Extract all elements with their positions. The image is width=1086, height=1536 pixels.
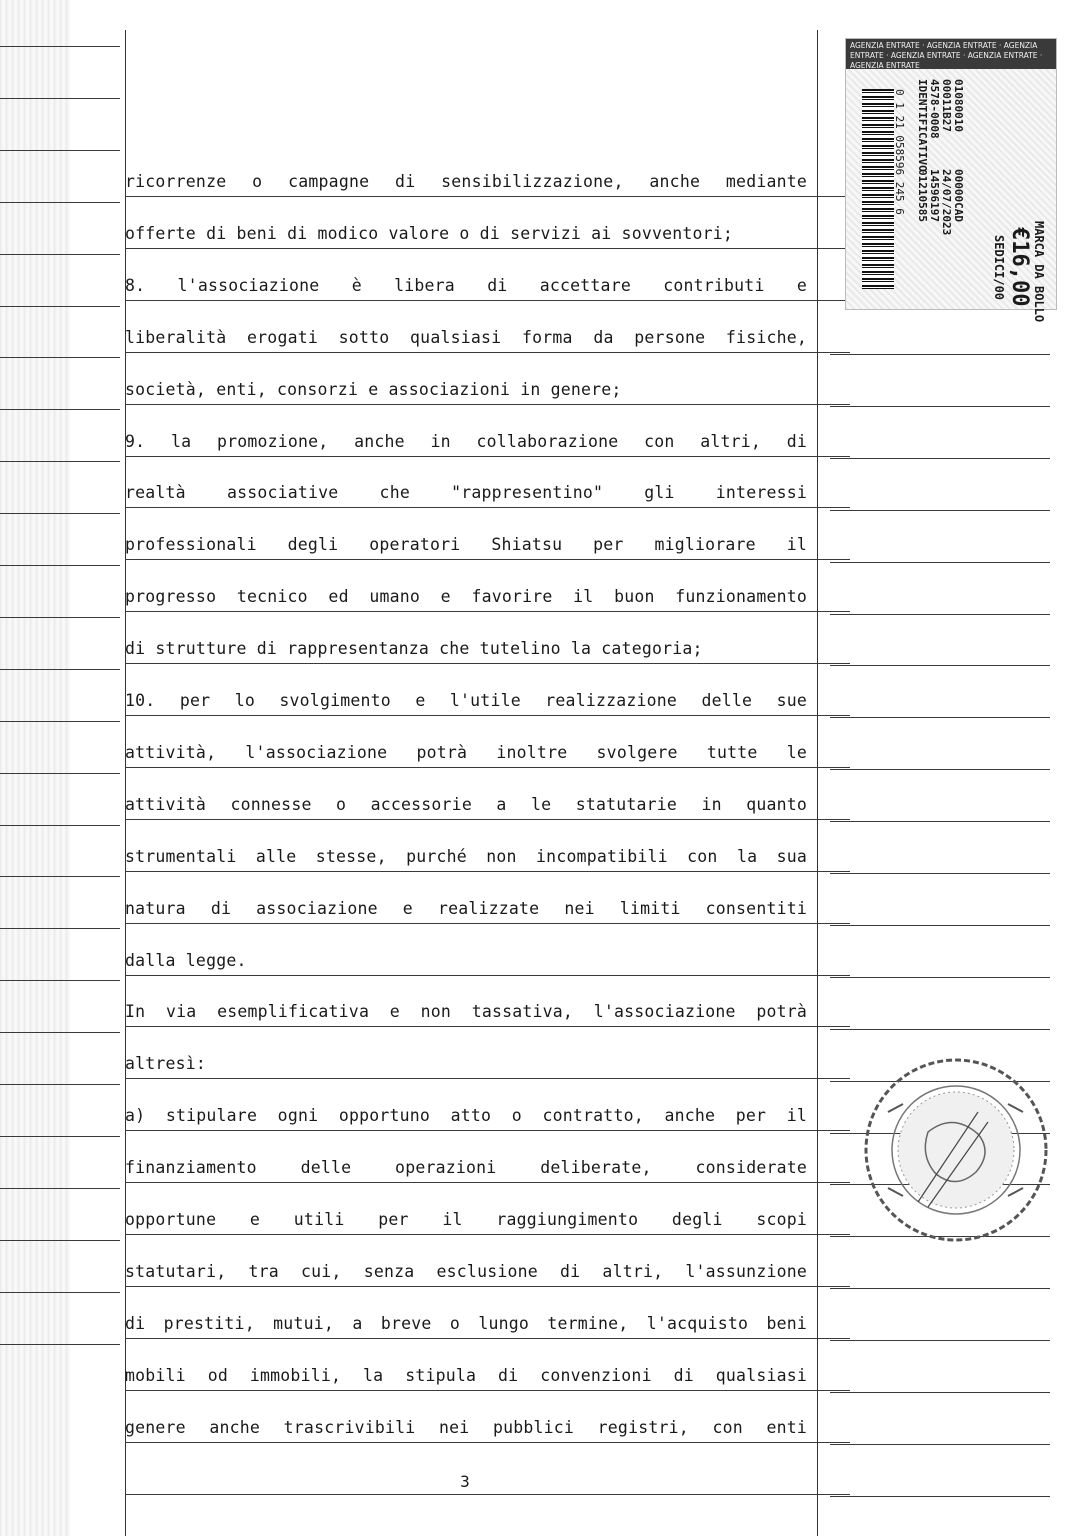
ruled-line: [0, 825, 120, 826]
ruled-line: [0, 1292, 120, 1293]
stamp-title: MARCA DA BOLLO: [1032, 221, 1046, 323]
ruled-line: [0, 565, 120, 566]
stamp-code: 4578-0008: [928, 79, 941, 139]
text-line: altresì:: [125, 1054, 207, 1074]
ruled-line: [0, 773, 120, 774]
text-line: attività, l'associazione potrà inoltre svolgere tutte le: [125, 742, 807, 762]
text-line: 9. la promozione, anche in collaborazione con altri, di: [125, 431, 807, 451]
ruled-line: [0, 1136, 120, 1137]
text-line: 10. per lo svolgimento e l'utile realizzazione delle sue: [125, 691, 807, 710]
ruled-line: [830, 354, 1050, 355]
text-line: liberalità erogati sotto qualsiasi forma da persone fisiche,: [125, 327, 807, 347]
text-line: progresso tecnico ed umano e favorire il buon funzionamento: [125, 587, 807, 607]
ruled-line: [0, 1188, 120, 1189]
ruled-line: [0, 409, 120, 410]
revenue-stamp: [845, 38, 1057, 323]
text-line: finanziamento delle operazioni deliberate, considerate: [125, 1158, 807, 1178]
ruled-line: [830, 1392, 1050, 1393]
text-line: strumentali alle stesse, purché non incompatibili con la sua: [125, 846, 807, 866]
stamp-value-words: SEDICI/00: [992, 235, 1006, 301]
scan-edge-texture: [0, 0, 70, 1536]
ruled-line: [830, 769, 1050, 770]
text-line: mobili od immobili, la stipula di convenzioni di qualsiasi: [125, 1365, 807, 1385]
ruled-line: [0, 461, 120, 462]
ruled-line: [0, 306, 120, 307]
notary-seal: [858, 1052, 1054, 1248]
ruled-line: [0, 254, 120, 255]
ruled-line: [830, 1340, 1050, 1341]
ruled-line: [0, 876, 120, 877]
text-line: statutari, tra cui, senza esclusione di altri, l'assunzione: [125, 1261, 807, 1281]
text-line: dalla legge.: [125, 950, 247, 970]
text-line: attività connesse o accessorie a le statutarie in quanto: [125, 794, 807, 814]
ruled-line: [0, 1240, 120, 1241]
barcode-number: 0 1 21 058596 245 6: [893, 89, 906, 215]
right-margin-rule: [817, 30, 818, 1536]
stamp-code: 01080010: [952, 79, 965, 132]
stamp-timestamp: 01210585: [916, 169, 929, 222]
text-line: 8. l'associazione è libera di accettare contributi e: [125, 275, 807, 295]
ruled-line: [0, 150, 120, 151]
ruled-line: [0, 1344, 120, 1345]
text-line: opportune e utili per il raggiungimento degli scopi: [125, 1210, 807, 1229]
text-line: offerte di beni di modico valore o di servizi ai sovventori;: [125, 223, 734, 243]
text-line: a) stipulare ogni opportuno atto o contratto, anche per il: [125, 1106, 807, 1126]
text-line: genere anche trascrivibili nei pubblici registri, con enti: [125, 1417, 807, 1437]
text-line: di strutture di rappresentanza che tutelino la categoria;: [125, 639, 703, 659]
text-line: In via esemplificativa e non tassativa, l'associazione potrà: [125, 1002, 807, 1022]
ruled-line: [0, 928, 120, 929]
stamp-header-pattern: AGENZIA ENTRATE · AGENZIA ENTRATE · AGENZIA ENTRATE · AGENZIA ENTRATE · AGENZIA ENTRATE · AGENZIA ENTRATE: [846, 39, 1056, 69]
stamp-timestamp: 00000CAD: [952, 169, 965, 222]
text-line: professionali degli operatori Shiatsu per migliorare il: [125, 535, 807, 555]
ruled-line: [830, 510, 1050, 511]
text-line: realtà associative che "rappresentino" gli interessi: [125, 483, 807, 503]
text-line: di prestiti, mutui, a breve o lungo termine, l'acquisto beni: [125, 1313, 807, 1333]
stamp-code: IDENTIFICATIVO: [916, 79, 929, 172]
barcode: [862, 89, 894, 289]
ruled-line: [830, 1288, 1050, 1289]
text-line: natura di associazione e realizzate nei limiti consentiti: [125, 898, 807, 918]
ruled-line: [830, 1496, 1050, 1497]
ruled-line: [830, 821, 1050, 822]
page-number: 3: [460, 1472, 470, 1491]
ruled-line: [0, 513, 120, 514]
ruled-line: [830, 1029, 1050, 1030]
stamp-value: €16,00: [1007, 227, 1032, 307]
ruled-line: [830, 717, 1050, 718]
ruled-line: [830, 977, 1050, 978]
stamp-timestamp: 14596197: [928, 169, 941, 222]
ruled-line: [0, 980, 120, 981]
stamp-code: 00011B27: [940, 79, 953, 132]
ruled-line: [830, 873, 1050, 874]
ruled-line: [830, 458, 1050, 459]
ruled-line: [0, 46, 120, 47]
ruled-line: [0, 1084, 120, 1085]
ruled-line: [830, 925, 1050, 926]
ruled-line: [0, 617, 120, 618]
ruled-line: [830, 562, 1050, 563]
ruled-line: [125, 1494, 850, 1495]
ruled-line: [0, 98, 120, 99]
ruled-line: [0, 202, 120, 203]
ruled-line: [830, 665, 1050, 666]
ruled-line: [830, 1444, 1050, 1445]
text-line: ricorrenze o campagne di sensibilizzazione, anche mediante: [125, 172, 807, 191]
stamp-timestamp: 24/07/2023: [940, 169, 953, 236]
ruled-line: [0, 1032, 120, 1033]
ruled-line: [830, 406, 1050, 407]
ruled-line: [830, 614, 1050, 615]
ruled-line: [0, 669, 120, 670]
ruled-line: [0, 357, 120, 358]
text-line: società, enti, consorzi e associazioni in genere;: [125, 379, 622, 399]
ruled-line: [0, 721, 120, 722]
